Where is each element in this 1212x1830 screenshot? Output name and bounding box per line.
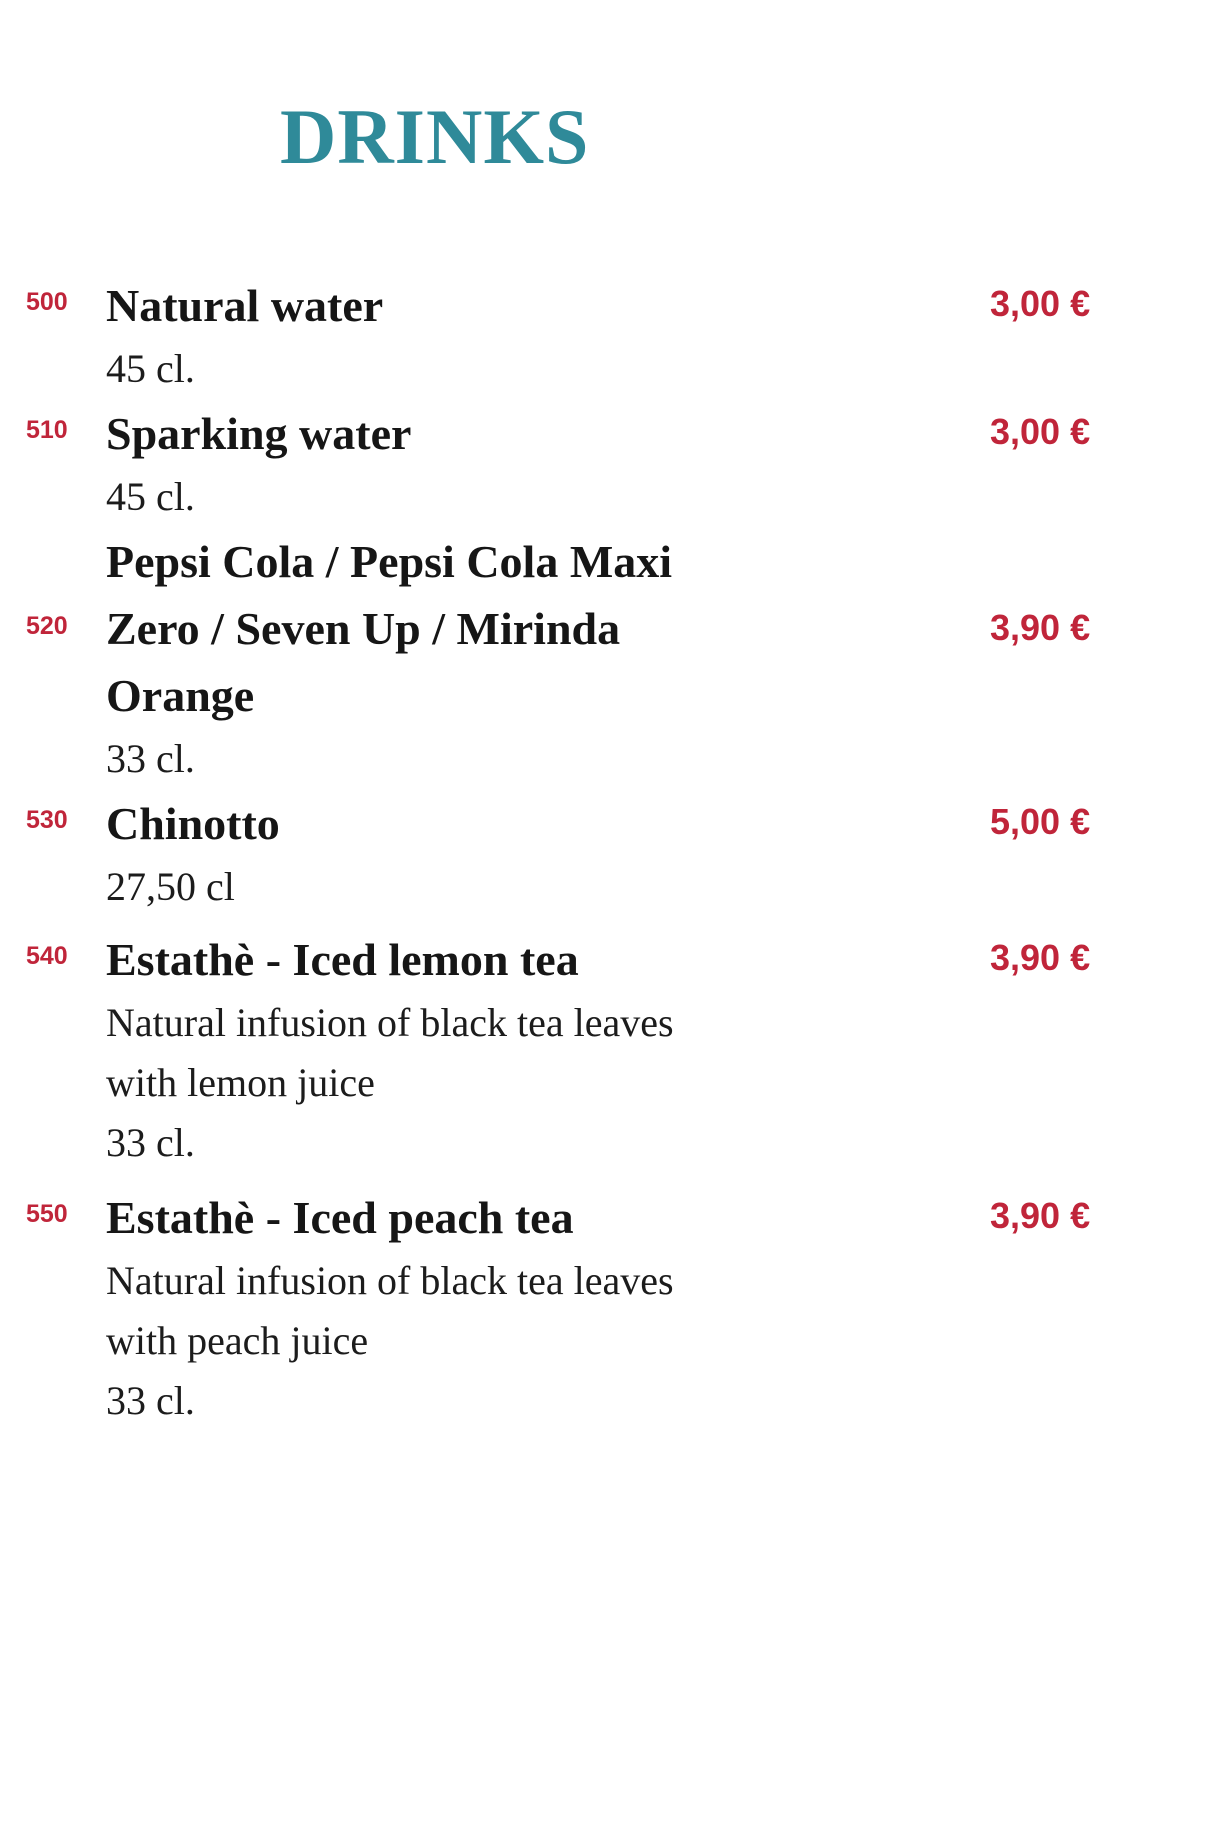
- item-body: [106, 272, 826, 399]
- item-size: 33 cl.: [106, 1378, 195, 1423]
- item-code: 530: [26, 806, 68, 834]
- item-price: 3,90 €: [990, 607, 1091, 648]
- item-size: 45 cl.: [106, 474, 195, 519]
- item-price: 5,00 €: [990, 801, 1091, 842]
- item-body: [106, 528, 826, 789]
- item-body: [106, 1184, 826, 1431]
- item-code: 540: [26, 942, 68, 970]
- item-price: 3,00 €: [990, 411, 1091, 452]
- item-body: [106, 400, 826, 527]
- item-price: 3,00 €: [990, 283, 1091, 324]
- item-size: 27,50 cl: [106, 864, 235, 909]
- item-price: 3,90 €: [990, 937, 1091, 978]
- item-size: 33 cl.: [106, 1120, 195, 1165]
- item-body: [106, 790, 826, 917]
- item-price: 3,90 €: [990, 1195, 1091, 1236]
- item-code: 520: [26, 612, 68, 640]
- item-description-line: Natural infusion of black tea leaves: [106, 1000, 674, 1045]
- page-title: DRINKS: [280, 93, 590, 180]
- item-name: Sparking water: [106, 408, 412, 459]
- item-code: 500: [26, 288, 68, 316]
- item-name-line: Orange: [106, 670, 255, 721]
- item-name-line: Pepsi Cola / Pepsi Cola Maxi: [106, 536, 673, 587]
- item-name: Chinotto: [106, 798, 280, 849]
- item-name-line: Zero / Seven Up / Mirinda: [106, 603, 621, 654]
- item-size: 33 cl.: [106, 736, 195, 781]
- item-name: Estathè - Iced peach tea: [106, 1192, 574, 1243]
- item-name: Estathè - Iced lemon tea: [106, 934, 579, 985]
- item-description-line: with peach juice: [106, 1318, 369, 1363]
- item-name: Natural water: [106, 280, 384, 331]
- item-code: 510: [26, 416, 68, 444]
- item-body: [106, 926, 826, 1173]
- item-description-line: with lemon juice: [106, 1060, 375, 1105]
- item-description-line: Natural infusion of black tea leaves: [106, 1258, 674, 1303]
- item-size: 45 cl.: [106, 346, 195, 391]
- item-code: 550: [26, 1200, 68, 1228]
